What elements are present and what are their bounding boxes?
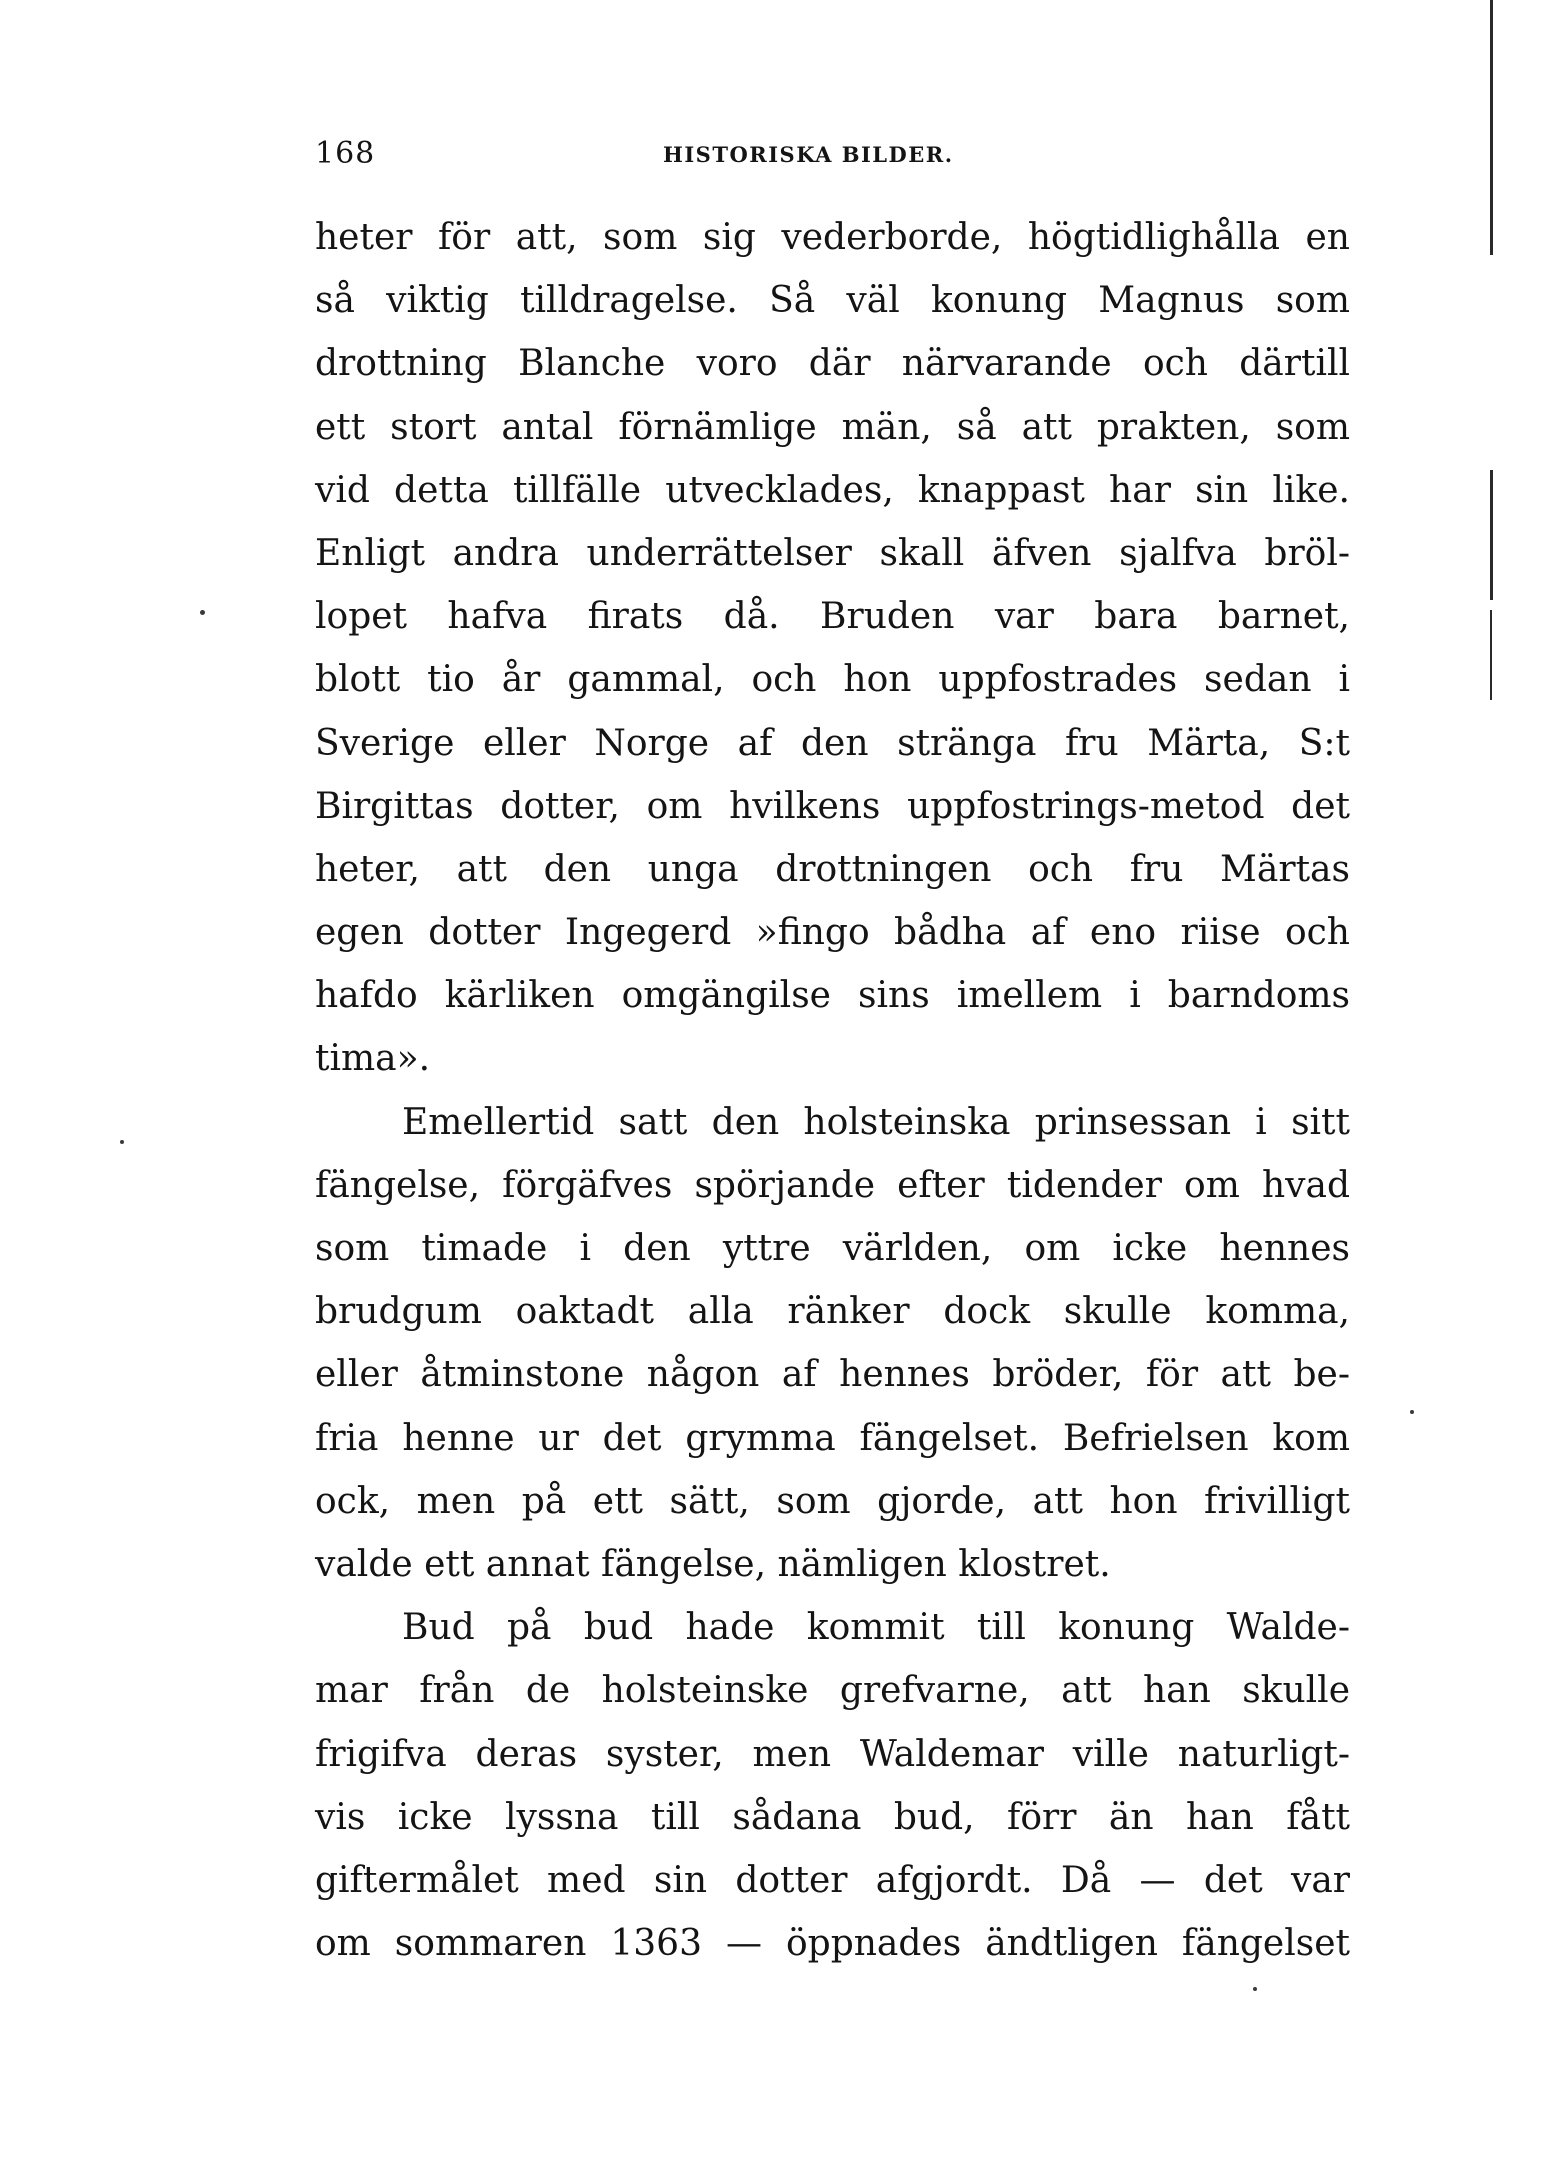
text-line: Enligt andra underrättelser skall äfven sjalfva bröl-	[315, 532, 1350, 574]
text-line: giftermålet med sin dotter afgjordt. Då — det var	[315, 1859, 1350, 1901]
text-line: valde ett annat fängelse, nämligen klostret.	[315, 1543, 1111, 1585]
text-line: så viktig tilldragelse. Så väl konung Magnus som	[315, 280, 1350, 322]
text-line: om sommaren 1363 — öppnades ändtligen fängelset	[315, 1923, 1350, 1965]
body-text	[315, 206, 1350, 1975]
scan-edge-line	[1490, 0, 1493, 255]
scan-speck	[200, 610, 205, 615]
scan-speck	[120, 1140, 124, 1144]
text-line-paragraph-start: Bud på bud hade kommit till konung Walde-	[402, 1607, 1350, 1649]
text-line: mar från de holsteinske grefvarne, att han skulle	[315, 1670, 1350, 1712]
scan-speck	[1410, 1410, 1414, 1414]
text-line: ett stort antal förnämlige män, så att prakten, som	[315, 406, 1350, 448]
text-line: fria henne ur det grymma fängelset. Befrielsen kom	[315, 1417, 1350, 1459]
text-line: tima».	[315, 1038, 431, 1080]
text-line: som timade i den yttre världen, om icke hennes	[315, 1228, 1350, 1269]
text-line-paragraph-start: Emellertid satt den holsteinska prinsessan i sitt	[402, 1101, 1350, 1143]
scan-edge-line	[1490, 470, 1493, 600]
running-head: HISTORISKA BILDER.	[663, 142, 954, 167]
text-line: heter för att, som sig vederborde, högtidlighålla en	[315, 217, 1350, 258]
scan-speck	[1253, 1987, 1257, 1991]
text-line: Birgittas dotter, om hvilkens uppfostrings-metod det	[315, 785, 1350, 827]
text-line: fängelse, förgäfves spörjande efter tidender om hvad	[315, 1164, 1350, 1206]
text-line: lopet hafva firats då. Bruden var bara barnet,	[315, 596, 1350, 638]
text-line: eller åtminstone någon af hennes bröder, för att be-	[315, 1354, 1350, 1396]
text-line: blott tio år gammal, och hon uppfostrades sedan i	[315, 659, 1350, 701]
text-line: Sverige eller Norge af den stränga fru Märta, S:t	[315, 722, 1350, 764]
text-line: egen dotter Ingegerd »fingo bådha af eno riise och	[315, 912, 1350, 954]
text-line: vis icke lyssna till sådana bud, förr än han fått	[315, 1796, 1350, 1838]
text-line: heter, att den unga drottningen och fru Märtas	[315, 848, 1350, 890]
text-line: frigifva deras syster, men Waldemar ville naturligt-	[315, 1733, 1350, 1775]
scan-edge-line	[1490, 610, 1492, 700]
text-line: hafdo kärliken omgängilse sins imellem i barndoms	[315, 975, 1350, 1017]
text-line: drottning Blanche voro där närvarande och därtill	[315, 343, 1350, 385]
page-header	[315, 136, 1350, 176]
text-line: vid detta tillfälle utvecklades, knappast har sin like.	[315, 469, 1350, 511]
text-line: brudgum oaktadt alla ränker dock skulle komma,	[315, 1291, 1350, 1333]
page-number: 168	[315, 136, 376, 171]
text-line: ock, men på ett sätt, som gjorde, att hon frivilligt	[315, 1480, 1350, 1522]
